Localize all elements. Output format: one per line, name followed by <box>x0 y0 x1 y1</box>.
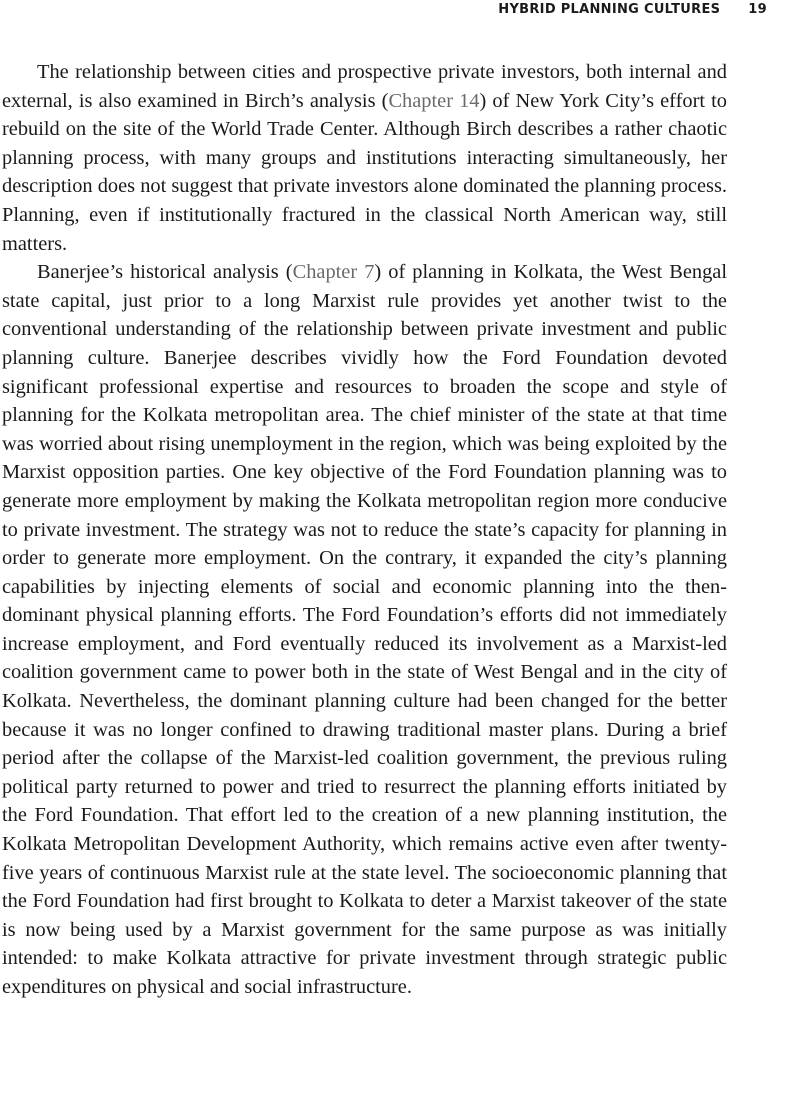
paragraph-1-text-after: ) of New York City’s effort to rebuild on the site of the World Trade Center. Although Birch describes a rather chaotic planning process, with many groups and institutions interacting simultaneously, her description does not suggest that private investors alone dominated the planning process. Planning, even if institutionally fractured in the classical North American way, still matters. <box>2 89 727 255</box>
chapter-14-link[interactable]: Chapter 14 <box>388 89 480 112</box>
running-head-title: HYBRID PLANNING CULTURES <box>498 1 721 17</box>
paragraph-2-text-after: ) of planning in Kolkata, the West Bengal state capital, just prior to a long Marxist rule provides yet another twist to the conventional understanding of the relationship between private investment and public planning culture. Banerjee describes vividly how the Ford Foundation devoted significant professional expertise and resources to broaden the scope and style of planning for the Kolkata metropolitan area. The chief minister of the state at that time was worried about rising unemployment in the region, which was being exploited by the Marxist opposition parties. One key objective of the Ford Foundation planning was to generate more employment by making the Kolkata metropolitan region more conducive to private investment. The strategy was not to reduce the state’s capacity for planning in order to generate more employment. On the contrary, it expanded the city’s planning capabilities by injecting elements of social and economic planning into the then-dominant physical planning efforts. The Ford Foundation’s efforts did not immediately increase employment, and Ford eventually reduced its involvement as a Marxist-led coalition government came to power both in the state of West Bengal and in the city of Kolkata. Nevertheless, the dominant planning culture had been changed for the better because it was no longer confined to drawing traditional master plans. During a brief period after the collapse of the Marxist-led coalition government, the previous ruling political party returned to power and tried to resurrect the planning efforts initiated by the Ford Foundation. That effort led to the creation of a new planning institution, the Kolkata Metropolitan Development Authority, which remains active even after twenty-five years of continuous Marxist rule at the state level. The socioeconomic planning that the Ford Foundation had first brought to Kolkata to deter a Marxist takeover of the state is now being used by a Marxist government for the same purpose as was initially intended: to make Kolkata attractive for private investment through strategic public expenditures on physical and social infrastructure. <box>2 261 728 998</box>
paragraph-2 <box>2 258 727 1001</box>
paragraph-1 <box>2 58 727 258</box>
chapter-7-link[interactable]: Chapter 7 <box>292 261 375 284</box>
page-number: 19 <box>748 1 767 17</box>
paragraph-1-text-before: The relationship between cities and prospective private investors, both internal and external, is also examined in Birch’s analysis ( <box>2 61 727 112</box>
paragraph-2-text-before: Banerjee’s historical analysis ( <box>37 261 293 284</box>
running-head <box>498 0 767 18</box>
body-text <box>2 58 727 1002</box>
